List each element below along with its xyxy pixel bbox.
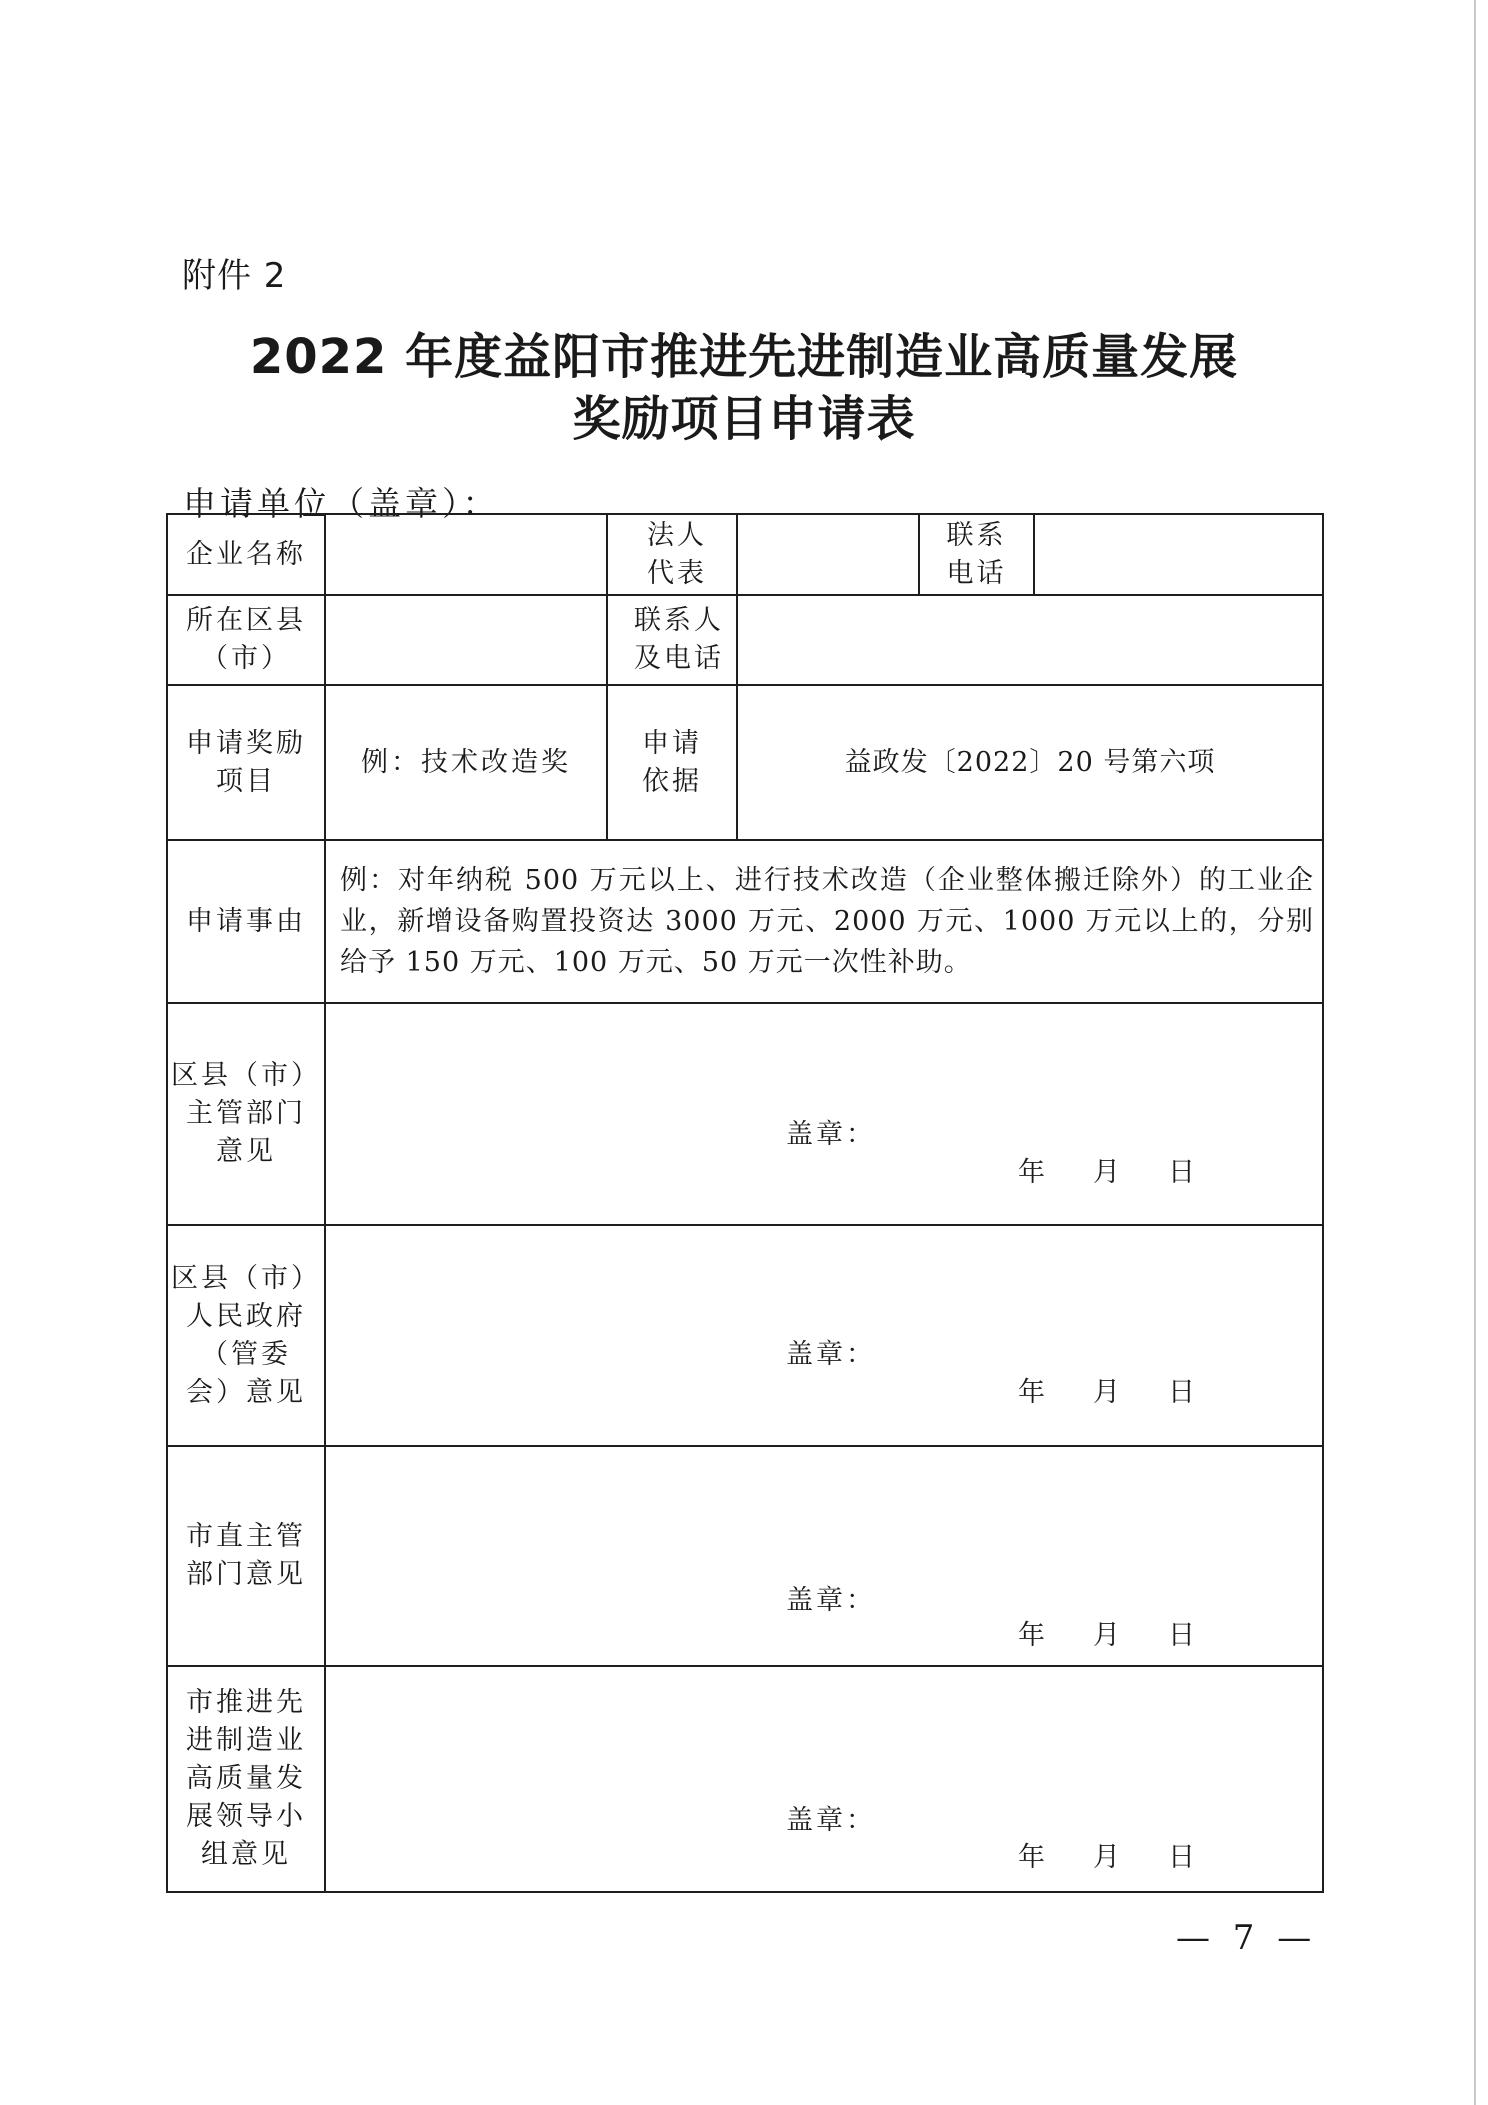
contact-field[interactable] <box>737 595 1323 685</box>
seal-label: 盖章： <box>786 1119 876 1150</box>
page-number: — 7 — <box>1176 1918 1318 1958</box>
table-row <box>167 840 1323 1003</box>
award-item-label: 申请奖励 项目 <box>167 685 325 840</box>
company-name-label: 企业名称 <box>167 514 325 595</box>
legal-rep-label: 法人 代表 <box>607 514 737 595</box>
page-title: 2022 年度益阳市推进先进制造业高质量发展 <box>249 329 1239 385</box>
reason-label: 申请事由 <box>167 840 325 1003</box>
year-label: 年 <box>1018 1157 1048 1188</box>
district-gov-opinion-field[interactable] <box>325 1225 1323 1446</box>
seal-label: 盖章： <box>786 1339 876 1370</box>
basis-field[interactable]: 益政发〔2022〕20 号第六项 <box>737 685 1323 840</box>
year-label: 年 <box>1018 1377 1048 1408</box>
year-label: 年 <box>1018 1842 1048 1873</box>
month-label: 月 <box>1093 1842 1123 1873</box>
applicant-unit-label: 申请单位（盖章）： <box>183 484 500 523</box>
reason-field[interactable]: 例：对年纳税 500 万元以上、进行技术改造（企业整体搬迁除外）的工业企业，新增设备购置投资达 3000 万元、2000 万元、1000 万元以上的，分别给予 150 万元、100 万元、50 万元一次性补助。 <box>325 840 1323 1003</box>
month-label: 月 <box>1093 1157 1123 1188</box>
month-label: 月 <box>1093 1620 1123 1651</box>
day-label: 日 <box>1168 1157 1198 1188</box>
award-item-field[interactable]: 例：技术改造奖 <box>325 685 607 840</box>
leading-group-opinion-field[interactable] <box>325 1666 1323 1892</box>
contact-label: 联系人 及电话 <box>607 595 737 685</box>
district-dept-opinion-label: 区县（市） 主管部门 意见 <box>167 1003 325 1225</box>
date-line <box>1018 1617 1198 1655</box>
district-dept-opinion-field[interactable] <box>325 1003 1323 1225</box>
date-line <box>1018 1839 1198 1877</box>
attachment-label: 附件 2 <box>182 256 287 296</box>
legal-rep-field[interactable] <box>737 514 919 595</box>
application-form-table <box>166 513 1324 1893</box>
year-label: 年 <box>1018 1620 1048 1651</box>
scan-edge-line <box>1474 0 1476 2105</box>
table-row <box>167 1003 1323 1225</box>
table-row <box>167 1446 1323 1666</box>
city-dept-opinion-label: 市直主管 部门意见 <box>167 1446 325 1666</box>
date-line <box>1018 1154 1198 1192</box>
seal-label: 盖章： <box>786 1805 876 1836</box>
day-label: 日 <box>1168 1620 1198 1651</box>
table-row <box>167 514 1323 595</box>
city-dept-opinion-field[interactable] <box>325 1446 1323 1666</box>
date-line <box>1018 1374 1198 1412</box>
district-label: 所在区县 （市） <box>167 595 325 685</box>
day-label: 日 <box>1168 1377 1198 1408</box>
table-row <box>167 1666 1323 1892</box>
month-label: 月 <box>1093 1377 1123 1408</box>
page-subtitle: 奖励项目申请表 <box>572 391 916 447</box>
table-row <box>167 595 1323 685</box>
seal-label: 盖章： <box>786 1585 876 1616</box>
table-row <box>167 685 1323 840</box>
district-field[interactable] <box>325 595 607 685</box>
leading-group-opinion-label: 市推进先 进制造业 高质量发 展领导小 组意见 <box>167 1666 325 1892</box>
phone-field[interactable] <box>1034 514 1323 595</box>
basis-label: 申请 依据 <box>607 685 737 840</box>
company-name-field[interactable] <box>325 514 607 595</box>
day-label: 日 <box>1168 1842 1198 1873</box>
phone-label: 联系 电话 <box>919 514 1034 595</box>
table-row <box>167 1225 1323 1446</box>
district-gov-opinion-label: 区县（市） 人民政府 （管委 会）意见 <box>167 1225 325 1446</box>
